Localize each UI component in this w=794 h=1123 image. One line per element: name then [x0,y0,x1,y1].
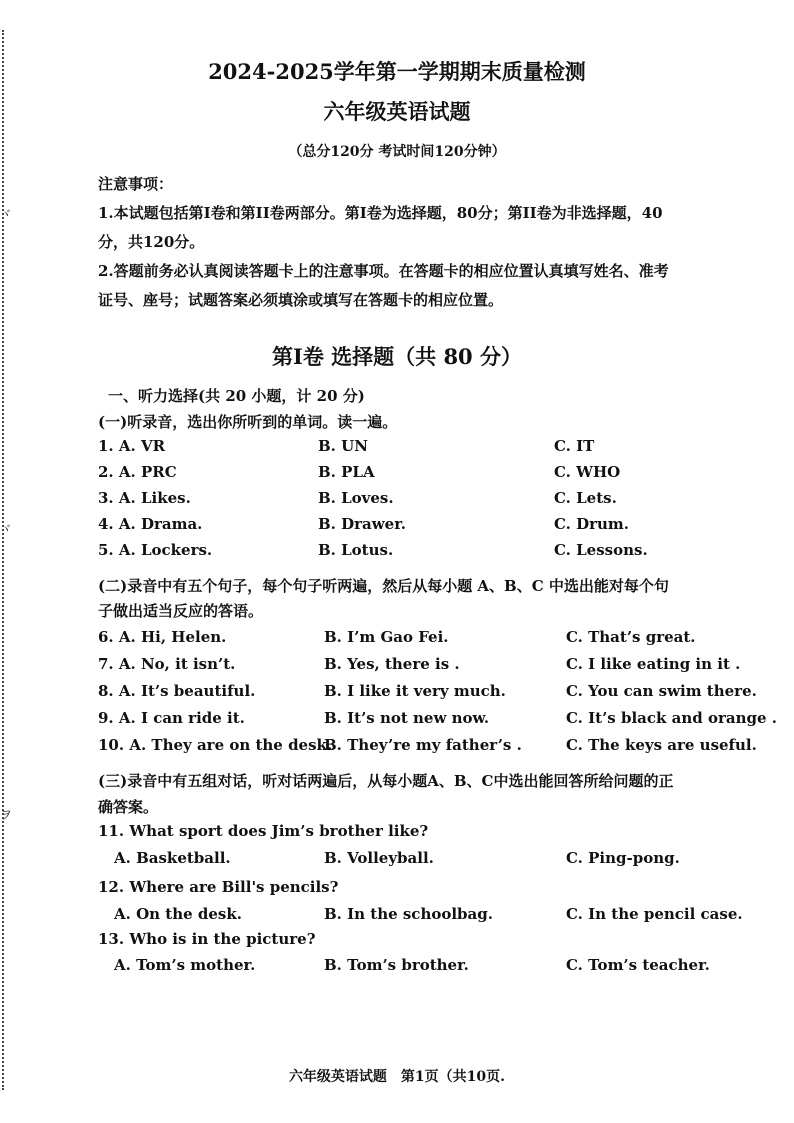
notes-heading: 注意事项： [98,175,174,193]
question-option-a: 8. A. It’s beautiful. [98,682,256,700]
question-option-c: C. Lessons. [554,541,648,559]
notes-item2-line2: 证号、座号；试题答案必须填涂或填写在答题卡的相应位置。 [98,291,504,309]
question-option-c: C. IT [554,437,595,455]
question-option-a: 7. A. No, it isn’t. [98,655,236,673]
margin-mark: ヲ [0,808,13,822]
question-option-b: B. They’re my father’s . [324,736,522,754]
exam-title: 2024-2025学年第一学期期末质量检测 [208,59,586,84]
question-option-b: B. Loves. [318,489,394,507]
notes-item1-line1: 1.本试题包括第I卷和第II卷两部分。第I卷为选择题，80分；第II卷为非选择题，40 [98,204,663,222]
sub-instruction-1: (一)听录音，选出你所听到的单词。读一遍。 [98,413,398,431]
question-option-b: B. It’s not new now. [324,709,490,727]
margin-mark: ヾ [0,522,13,536]
question-option-a: 4. A. Drama. [98,515,203,533]
question-option-a: 5. A. Lockers. [98,541,213,559]
question-option-c: C. Tom’s teacher. [566,956,710,974]
page-footer: 六年级英语试题 第1页（共10页. [288,1069,506,1085]
question-option-c: C. You can swim there. [566,682,757,700]
question-option-b: B. Tom’s brother. [324,956,469,974]
question-option-c: C. In the pencil case. [566,905,743,923]
question-option-a: 9. A. I can ride it. [98,709,245,727]
question-option-b: B. I like it very much. [324,682,506,700]
question-option-c: C. It’s black and orange . [566,709,777,727]
question-option-a: 10. A. They are on the desk. [98,736,333,754]
question-option-b: B. In the schoolbag. [324,905,493,923]
question-option-b: B. Yes, there is . [324,655,460,673]
question-option-b: B. PLA [318,463,375,481]
question-option-a: 6. A. Hi, Helen. [98,628,227,646]
question-stem: 11. What sport does Jim’s brother like? [98,822,429,840]
question-option-b: B. I’m Gao Fei. [324,628,449,646]
part-heading: 一、听力选择(共 20 小题，计 20 分) [108,387,365,405]
notes-item1-line2: 分，共120分。 [98,233,205,251]
sub-instruction-2-line2: 子做出适当反应的答语。 [98,602,264,620]
question-option-a: 1. A. VR [98,437,166,455]
exam-subtitle: 六年级英语试题 [323,99,471,124]
question-option-a: 2. A. PRC [98,463,177,481]
question-option-b: B. Drawer. [318,515,406,533]
question-stem: 12. Where are Bill's pencils? [98,878,339,896]
exam-score-time: （总分120分 考试时间120分钟） [288,144,506,160]
question-option-b: B. UN [318,437,368,455]
question-option-c: C. Lets. [554,489,617,507]
question-option-b: B. Volleyball. [324,849,434,867]
question-option-a: A. Basketball. [114,849,231,867]
question-option-c: C. WHO [554,463,621,481]
question-option-c: C. Ping-pong. [566,849,680,867]
sub-instruction-3-line2: 确答案。 [98,798,159,816]
notes-item2-line1: 2.答题前务必认真阅读答题卡上的注意事项。在答题卡的相应位置认真填写姓名、准考 [98,262,669,280]
question-option-c: C. The keys are useful. [566,736,757,754]
margin-mark: ヾ [0,207,13,221]
question-option-c: C. I like eating in it . [566,655,741,673]
question-stem: 13. Who is in the picture? [98,930,316,948]
sub-instruction-3-line1: (三)录音中有五组对话，听对话两遍后，从每小题A、B、C中选出能回答所给问题的正 [98,772,674,790]
section-title: 第I卷 选择题（共 80 分） [272,344,522,369]
sub-instruction-2-line1: (二)录音中有五个句子，每个句子听两遍，然后从每小题 A、B、C 中选出能对每个句 [98,577,669,595]
question-option-c: C. That’s great. [566,628,696,646]
question-option-a: A. Tom’s mother. [114,956,256,974]
question-option-a: A. On the desk. [114,905,242,923]
binding-margin-line [2,30,4,1090]
question-option-a: 3. A. Likes. [98,489,191,507]
question-option-c: C. Drum. [554,515,630,533]
question-option-b: B. Lotus. [318,541,394,559]
